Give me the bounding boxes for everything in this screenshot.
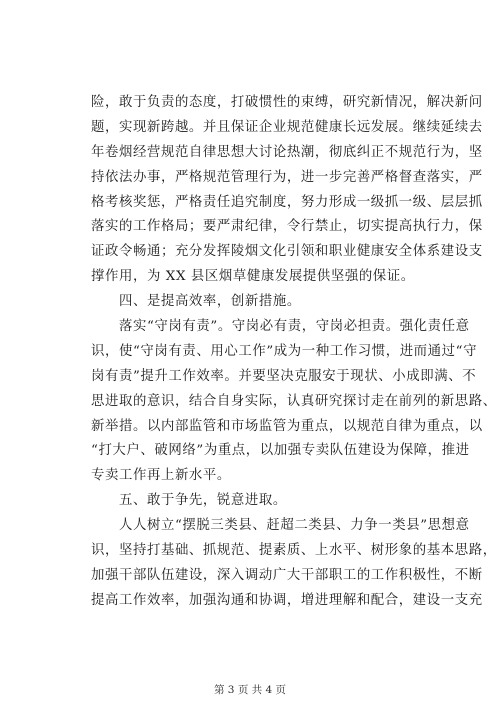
text-line: 思进取的意识，结合自身实际，认真研究探讨走在前列的新思路、 xyxy=(91,393,497,409)
text-line: 险，敢于负责的态度，打破惯性的束缚，研究新情况，解决新问 xyxy=(91,95,483,110)
text-line: 加强干部队伍建设，深入调动广大干部职工的工作积极性，不断 xyxy=(91,567,483,583)
text-line: 撑作用，为 XX 县区烟草健康发展提供坚强的保证。 xyxy=(91,269,415,285)
text-line: 专卖工作再上新水平。 xyxy=(91,468,231,484)
section-heading: 五、敢于争先，锐意进取。 xyxy=(91,493,287,509)
text-line: 提高工作效率，加强沟通和协调，增进理解和配合，建设一支充 xyxy=(91,592,483,608)
section-heading: 四、是提高效率，创新措施。 xyxy=(91,294,301,310)
text-line: 新举措。以内部监管和市场监管为重点，以规范自律为重点，以 xyxy=(91,418,483,434)
text-line: 持依法办事，严格规范管理行为，进一步完善严格督查落实，严 xyxy=(91,169,483,185)
text-line: 落实的工作格局；要严肃纪律，令行禁止，切实提高执行力，保 xyxy=(91,219,483,235)
text-line: 人人树立“摆脱三类县、赶超二类县、力争一类县”思想意 xyxy=(91,518,470,534)
text-line: 年卷烟经营规范自律思想大讨论热潮，彻底纠正不规范行为，坚 xyxy=(91,144,483,160)
page-number-footer: 第 3 页 共 4 页 xyxy=(213,684,287,696)
body-text xyxy=(91,91,497,614)
text-line: 识，坚持打基础、抓规范、提素质、上水平、树形象的基本思路， xyxy=(91,543,497,559)
text-line: 证政令畅通；充分发挥陵烟文化引领和职业健康安全体系建设支 xyxy=(91,244,483,260)
text-line: 岗有责”提升工作效率。并要坚决克服安于现状、小成即满、不 xyxy=(91,368,477,384)
text-line: 识，使“守岗有责、用心工作”成为一种工作习惯，进而通过“守 xyxy=(91,343,478,359)
text-line: 题，实现新跨越。并且保证企业规范健康长远发展。继续延续去 xyxy=(91,119,483,135)
text-line: “打大户、破网络”为重点，以加强专卖队伍建设为保障，推进 xyxy=(91,443,470,459)
text-line: 格考核奖惩，严格责任追究制度，努力形成一级抓一级、层层抓 xyxy=(91,194,483,210)
text-line: 落实“守岗有责”。守岗必有责，守岗必担责。强化责任意 xyxy=(91,319,470,335)
